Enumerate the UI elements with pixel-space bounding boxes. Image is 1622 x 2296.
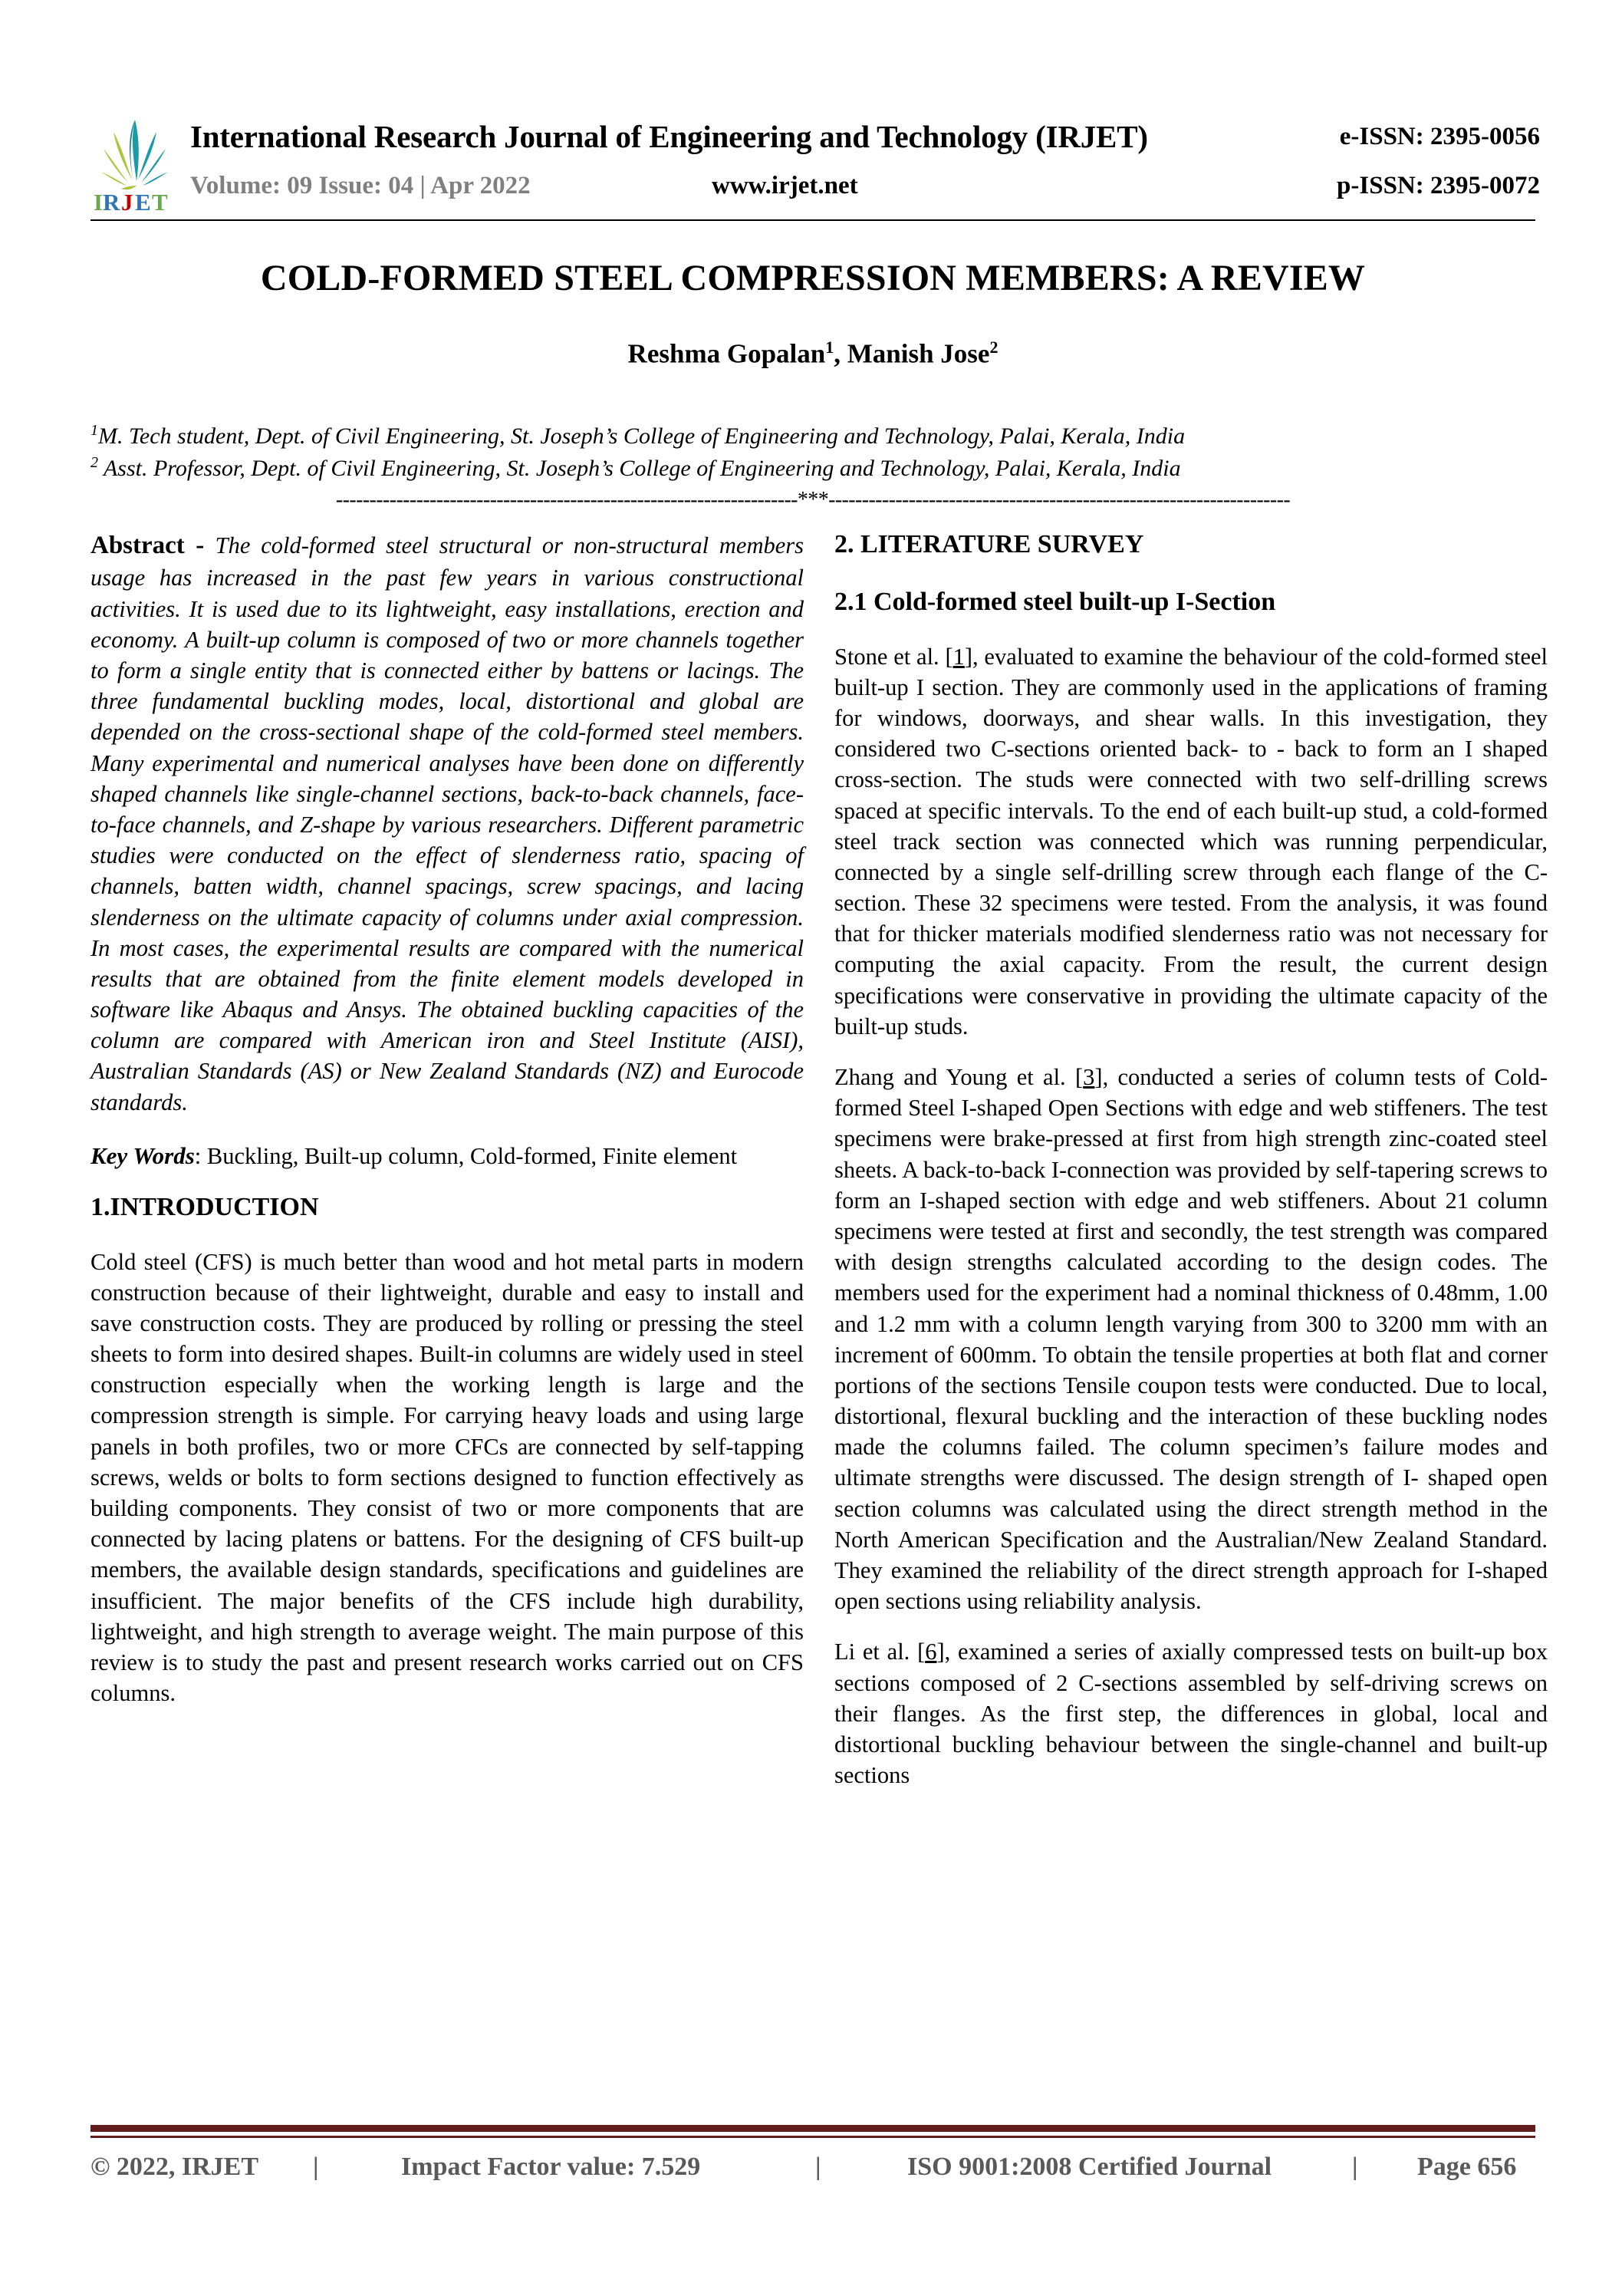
introduction-paragraph: Cold steel (CFS) is much better than wood and hot metal parts in modern construction because of their lightweight, durable and easy to install and save construction costs. They are produced by rolling or pressing the steel sheets to form into desired shapes. Built-in columns are widely used in steel construction especially when the working length is large and the compression strength is simple. For carrying heavy loads and using large panels in both profiles, two or more CFCs are connected by self-tapping screws, welds or bolts to form sections designed to function effectively as building components. They consist of two or more components that are connected by lacing platens or battens. For the designing of CFS built-up members, the available design standards, specifications and guidelines are insufficient. The major benefits of the CFS include high durability, lightweight, and high strength to average weight. The main purpose of this review is to study the past and present research works carried out on CFS columns.	[90, 1248, 804, 1707]
citation-3[interactable]: 3	[1083, 1064, 1095, 1091]
journal-title: International Research Journal of Engineering and Technology (IRJET)	[190, 119, 1148, 154]
svg-text:E: E	[135, 189, 151, 213]
citation-6[interactable]: 6	[925, 1639, 937, 1665]
e-issn: e-ISSN: 2395-0056	[1339, 123, 1540, 150]
heading-introduction: 1.INTRODUCTION	[90, 1192, 319, 1221]
footer-impact-factor: Impact Factor value: 7.529	[401, 2153, 701, 2181]
author-1-name: Reshma Gopalan	[627, 338, 826, 369]
abstract-label: Abstract	[90, 532, 185, 559]
p-issn: p-ISSN: 2395-0072	[1337, 172, 1540, 199]
li-pre: Li et al. [	[834, 1639, 926, 1665]
heading-literature-survey: 2. LITERATURE SURVEY	[834, 530, 1144, 558]
svg-text:J: J	[121, 189, 133, 213]
affiliation-1-text: M. Tech student, Dept. of Civil Engineering, St. Joseph’s College of Engineering and Technology, Palai, Kerala, India	[98, 423, 1186, 449]
section-separator: ---------------------------------------------------------------------***---------------------------------------------------------------------	[335, 488, 1291, 512]
volume-issue: Volume: 09 Issue: 04 | Apr 2022	[190, 172, 531, 199]
svg-text:T: T	[152, 189, 168, 213]
author-list	[90, 338, 1535, 370]
author-separator: ,	[834, 338, 847, 369]
affiliation-2-text: Asst. Professor, Dept. of Civil Engineering, St. Joseph’s College of Engineering and Technology, Palai, Kerala, India	[98, 456, 1181, 481]
stone-post: ], evaluated to examine the behaviour of the cold-formed steel built-up I section. They are commonly used in the applications of framing for windows, doorways, and shear walls. In this investigation, they considered two C-sections oriented back- to - back to form an I shaped cross-section. The studs were connected with two self-drilling screws spaced at specific intervals. To the end of each built-up stud, a cold-formed steel track section was connected which was running perpendicular, connected by a single self-drilling screw through each flange of the C- section. These 32 specimens were tested. From the analysis, it was found that for thicker materials modified slenderness ratio was not necessary for computing the axial capacity. From the result, the current design specifications were conservative in providing the ultimate capacity of the built-up studs.	[834, 643, 1548, 1039]
author-2-affil-marker: 2	[989, 338, 999, 357]
left-column	[90, 529, 804, 1728]
keywords-text: Buckling, Built-up column, Cold-formed, Finite element	[206, 1142, 738, 1169]
footer-iso-certification: ISO 9001:2008 Certified Journal	[907, 2153, 1272, 2181]
keywords-label: Key Words	[90, 1141, 195, 1169]
footer-separator-2: |	[815, 2153, 821, 2181]
masthead-row-bottom	[190, 169, 1540, 213]
author-1-affil-marker: 1	[825, 338, 834, 357]
citation-1[interactable]: 1	[952, 643, 965, 670]
li-post: ], examined a series of axially compressed tests on built-up box sections composed of 2 C-sections assembled by self-driving screws on their flanges. As the first step, the differences in global, local and distortional buckling behaviour between the single-channel and built-up sections	[834, 1639, 1548, 1789]
keywords-paragraph	[90, 1141, 804, 1172]
footer-divider-thin	[90, 2136, 1535, 2138]
journal-masthead	[90, 115, 1540, 215]
heading-built-up-i-section: 2.1 Cold-formed steel built-up I-Section	[834, 587, 1276, 616]
paragraph-li	[834, 1636, 1548, 1790]
abstract-text: The cold-formed steel structural or non-structural members usage has increased in the past few years in various constructional activities. It is used due to its lightweight, easy installations, erection and economy. A built-up column is composed of two or more channels together to form a single entity that is connected either by battens or lacings. The three fundamental buckling modes, local, distortional and global are depended on the cross-sectional shape of the cold-formed steel members. Many experimental and numerical analyses have been done on differently shaped channels like single-channel sections, back-to-back channels, face-to-face channels, and Z-shape by various researchers. Different parametric studies were conducted on the effect of slenderness ratio, spacing of channels, batten width, channel spacings, screw spacings, and lacing slenderness on the ultimate capacity of columns under axial compression. In most cases, the experimental results are compared with the numerical results that are obtained from the finite element models developed in software like Abaqus and Ansys. The obtained buckling capacities of the column are compared with American iron and Steel Institute (AISI), Australian Standards (AS) or New Zealand Standards (NZ) and Eurocode standards.	[90, 532, 804, 1115]
page-footer	[90, 2153, 1535, 2196]
keywords-colon: :	[194, 1142, 207, 1169]
page-title: COLD-FORMED STEEL COMPRESSION MEMBERS: A REVIEW	[260, 258, 1366, 298]
affiliation-1-marker: 1	[90, 422, 98, 439]
irjet-logo	[90, 115, 183, 213]
author-2-name: Manish Jose	[847, 338, 990, 369]
masthead-text	[190, 115, 1540, 213]
affiliation-2	[90, 453, 1535, 483]
affiliation-2-marker: 2	[90, 454, 98, 471]
masthead-row-top	[190, 115, 1540, 169]
abstract-dash: -	[184, 532, 215, 559]
footer-copyright: © 2022, IRJET	[90, 2153, 259, 2181]
zhang-post: ], conducted a series of column tests of Cold-formed Steel I-shaped Open Sections with edge and web stiffeners. The test specimens were brake-pressed at first from high strength zinc-coated steel sheets. A back-to-back I-connection was provided by self-tapering screws to form an I-shaped section with edge and web stiffeners. About 21 column specimens were tested at first and secondly, the test strength was compared with design strengths calculated according to the design codes. The members used for the experiment had a nominal thickness of 0.48mm, 1.00 and 1.2 mm with a column length varying from 300 to 3200 mm with an increment of 600mm. To obtain the tensile properties at both flat and corner portions of the sections Tensile coupon tests were conducted. Due to local, distortional, flexural buckling and the interaction of these buckling nodes made the columns failed. The column specimen’s failure modes and ultimate strengths were discussed. The design strength of I- shaped open section columns was calculated using the direct strength method in the North American Specification and the Australian/New Zealand Standard. They examined the reliability of the direct strength approach for I-shaped open sections using reliability analysis.	[834, 1064, 1548, 1615]
journal-website: www.irjet.net	[712, 172, 858, 199]
footer-separator-3: |	[1352, 2153, 1358, 2181]
footer-separator-1: |	[313, 2153, 319, 2181]
stone-pre: Stone et al. [	[834, 643, 953, 670]
abstract-paragraph	[90, 529, 804, 1118]
paragraph-stone	[834, 641, 1548, 1042]
header-divider	[90, 219, 1535, 221]
paragraph-zhang-young	[834, 1062, 1548, 1616]
svg-text:R: R	[103, 189, 120, 213]
right-column	[834, 529, 1548, 1810]
zhang-pre: Zhang and Young et al. [	[834, 1064, 1084, 1091]
svg-text:I: I	[94, 189, 104, 213]
footer-page-number: Page 656	[1417, 2153, 1517, 2181]
footer-divider-thick	[90, 2125, 1535, 2132]
affiliation-1	[90, 420, 1535, 451]
irjet-logo-icon	[90, 115, 183, 213]
